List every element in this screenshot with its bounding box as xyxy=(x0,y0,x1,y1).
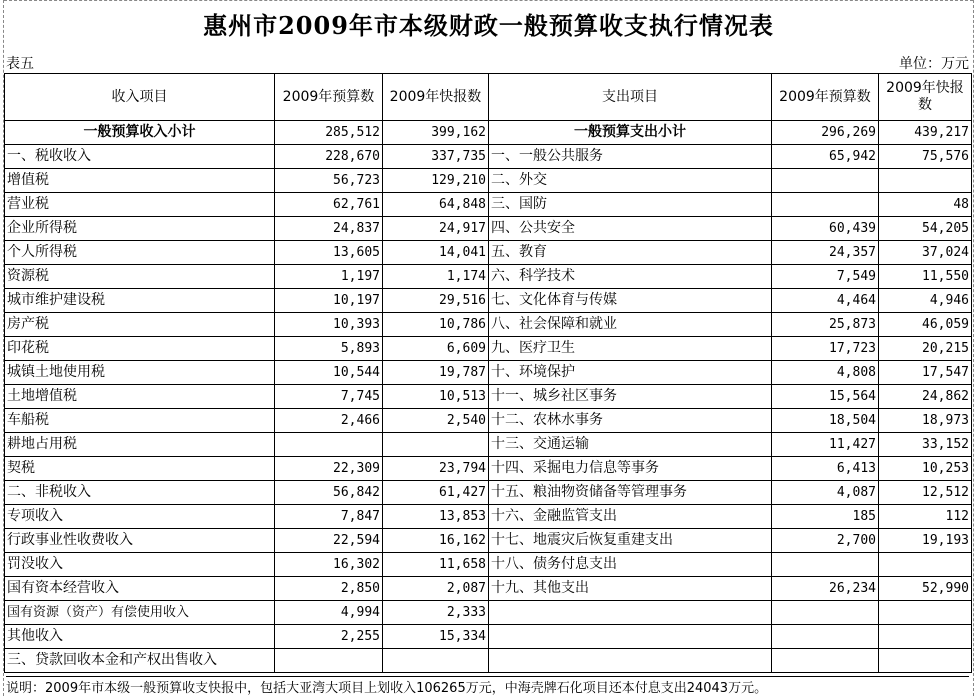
table-row xyxy=(5,193,972,217)
header-expense-actual[interactable]: 2009年快报数 xyxy=(879,74,972,121)
expense-actual-cell[interactable]: 11,550 xyxy=(879,265,972,289)
expense-item-cell[interactable]: 十九、其他支出 xyxy=(489,577,772,601)
expense-item-cell[interactable]: 十三、交通运输 xyxy=(489,433,772,457)
income-item-cell[interactable]: 一般预算收入小计 xyxy=(5,121,275,145)
expense-actual-cell[interactable] xyxy=(879,601,972,625)
income-budget-cell[interactable]: 228,670 xyxy=(275,145,383,169)
expense-budget-cell[interactable]: 24,357 xyxy=(772,241,879,265)
income-budget-cell[interactable]: 4,994 xyxy=(275,601,383,625)
expense-item-cell[interactable]: 十五、粮油物资储备等管理事务 xyxy=(489,481,772,505)
table-row xyxy=(5,217,972,241)
expense-actual-cell[interactable]: 19,193 xyxy=(879,529,972,553)
income-item-cell[interactable]: 土地增值税 xyxy=(5,385,275,409)
income-budget-cell[interactable] xyxy=(275,433,383,457)
income-actual-cell[interactable]: 23,794 xyxy=(383,457,489,481)
header-income-budget[interactable]: 2009年预算数 xyxy=(275,74,383,121)
income-budget-cell[interactable]: 2,255 xyxy=(275,625,383,649)
income-budget-cell[interactable]: 285,512 xyxy=(275,121,383,145)
table-row xyxy=(5,649,972,673)
income-item-cell[interactable]: 罚没收入 xyxy=(5,553,275,577)
table-row xyxy=(5,337,972,361)
table-row xyxy=(5,169,972,193)
income-item-cell[interactable]: 车船税 xyxy=(5,409,275,433)
income-budget-cell[interactable]: 2,850 xyxy=(275,577,383,601)
income-item-cell[interactable]: 城市维护建设税 xyxy=(5,289,275,313)
expense-budget-cell[interactable]: 4,087 xyxy=(772,481,879,505)
table-number: 表五 xyxy=(6,56,34,72)
expense-budget-cell[interactable]: 7,549 xyxy=(772,265,879,289)
income-actual-cell[interactable]: 13,853 xyxy=(383,505,489,529)
footnote[interactable]: 说明：2009年市本级一般预算收支快报中，包括大亚湾大项目上划收入106265万元，中海壳牌石化项目还本付息支出24043万元。 xyxy=(6,676,969,696)
income-budget-cell[interactable]: 56,842 xyxy=(275,481,383,505)
table-row xyxy=(5,265,972,289)
expense-actual-cell[interactable]: 33,152 xyxy=(879,433,972,457)
expense-actual-cell[interactable] xyxy=(879,625,972,649)
income-item-cell[interactable]: 营业税 xyxy=(5,193,275,217)
income-item-cell[interactable]: 个人所得税 xyxy=(5,241,275,265)
expense-actual-cell[interactable]: 75,576 xyxy=(879,145,972,169)
table-row xyxy=(5,385,972,409)
income-budget-cell[interactable]: 7,847 xyxy=(275,505,383,529)
expense-budget-cell[interactable]: 11,427 xyxy=(772,433,879,457)
expense-item-cell[interactable]: 八、社会保障和就业 xyxy=(489,313,772,337)
income-item-cell[interactable]: 契税 xyxy=(5,457,275,481)
expense-budget-cell[interactable]: 4,464 xyxy=(772,289,879,313)
page-title: 惠州市2009年市本级财政一般预算收支执行情况表 xyxy=(203,11,774,40)
expense-item-cell[interactable] xyxy=(489,649,772,673)
expense-budget-cell[interactable] xyxy=(772,193,879,217)
expense-budget-cell[interactable] xyxy=(772,169,879,193)
income-budget-cell[interactable]: 1,197 xyxy=(275,265,383,289)
income-actual-cell[interactable]: 399,162 xyxy=(383,121,489,145)
expense-actual-cell[interactable]: 24,862 xyxy=(879,385,972,409)
expense-item-cell[interactable]: 五、教育 xyxy=(489,241,772,265)
expense-item-cell[interactable]: 十七、地震灾后恢复重建支出 xyxy=(489,529,772,553)
income-actual-cell[interactable]: 6,609 xyxy=(383,337,489,361)
income-budget-cell[interactable]: 10,393 xyxy=(275,313,383,337)
header-expense-item[interactable]: 支出项目 xyxy=(489,74,772,121)
income-actual-cell[interactable]: 19,787 xyxy=(383,361,489,385)
header-row xyxy=(5,74,972,121)
income-actual-cell[interactable]: 129,210 xyxy=(383,169,489,193)
expense-actual-cell[interactable]: 17,547 xyxy=(879,361,972,385)
income-actual-cell[interactable]: 15,334 xyxy=(383,625,489,649)
income-actual-cell[interactable]: 14,041 xyxy=(383,241,489,265)
table-row xyxy=(5,553,972,577)
income-budget-cell[interactable]: 24,837 xyxy=(275,217,383,241)
income-budget-cell[interactable]: 16,302 xyxy=(275,553,383,577)
income-item-cell[interactable]: 耕地占用税 xyxy=(5,433,275,457)
expense-actual-cell[interactable] xyxy=(879,649,972,673)
expense-budget-cell[interactable]: 2,700 xyxy=(772,529,879,553)
expense-actual-cell[interactable]: 4,946 xyxy=(879,289,972,313)
table-row xyxy=(5,457,972,481)
expense-budget-cell[interactable] xyxy=(772,553,879,577)
expense-item-cell[interactable]: 七、文化体育与传媒 xyxy=(489,289,772,313)
income-item-cell[interactable]: 国有资源（资产）有偿使用收入 xyxy=(5,601,275,625)
expense-actual-cell[interactable]: 439,217 xyxy=(879,121,972,145)
expense-budget-cell[interactable]: 296,269 xyxy=(772,121,879,145)
table-row xyxy=(5,145,972,169)
income-budget-cell[interactable]: 7,745 xyxy=(275,385,383,409)
income-actual-cell[interactable]: 16,162 xyxy=(383,529,489,553)
expense-actual-cell[interactable]: 46,059 xyxy=(879,313,972,337)
table-row xyxy=(5,289,972,313)
income-item-cell[interactable]: 印花税 xyxy=(5,337,275,361)
income-budget-cell[interactable]: 10,197 xyxy=(275,289,383,313)
income-actual-cell[interactable]: 29,516 xyxy=(383,289,489,313)
expense-item-cell[interactable]: 一、一般公共服务 xyxy=(489,145,772,169)
table-row xyxy=(5,433,972,457)
table-row xyxy=(5,409,972,433)
expense-item-cell[interactable]: 二、外交 xyxy=(489,169,772,193)
income-actual-cell[interactable]: 10,513 xyxy=(383,385,489,409)
table-row xyxy=(5,505,972,529)
expense-actual-cell[interactable]: 10,253 xyxy=(879,457,972,481)
expense-budget-cell[interactable] xyxy=(772,625,879,649)
income-actual-cell[interactable]: 24,917 xyxy=(383,217,489,241)
income-item-cell[interactable]: 房产税 xyxy=(5,313,275,337)
expense-budget-cell[interactable]: 6,413 xyxy=(772,457,879,481)
expense-actual-cell[interactable]: 18,973 xyxy=(879,409,972,433)
expense-budget-cell[interactable]: 185 xyxy=(772,505,879,529)
expense-actual-cell[interactable]: 20,215 xyxy=(879,337,972,361)
page-break-line xyxy=(4,0,973,1)
income-budget-cell[interactable]: 62,761 xyxy=(275,193,383,217)
expense-actual-cell[interactable] xyxy=(879,553,972,577)
income-actual-cell[interactable]: 2,087 xyxy=(383,577,489,601)
income-actual-cell[interactable] xyxy=(383,649,489,673)
income-budget-cell[interactable]: 56,723 xyxy=(275,169,383,193)
table-row xyxy=(5,313,972,337)
expense-actual-cell[interactable]: 37,024 xyxy=(879,241,972,265)
expense-budget-cell[interactable]: 65,942 xyxy=(772,145,879,169)
expense-item-cell[interactable]: 十、环境保护 xyxy=(489,361,772,385)
expense-budget-cell[interactable]: 60,439 xyxy=(772,217,879,241)
spreadsheet-sheet xyxy=(3,0,974,696)
income-item-cell[interactable]: 城镇土地使用税 xyxy=(5,361,275,385)
income-item-cell[interactable]: 国有资本经营收入 xyxy=(5,577,275,601)
income-item-cell[interactable]: 三、贷款回收本金和产权出售收入 xyxy=(5,649,275,673)
expense-item-cell[interactable] xyxy=(489,601,772,625)
income-budget-cell[interactable]: 22,309 xyxy=(275,457,383,481)
expense-item-cell[interactable]: 四、公共安全 xyxy=(489,217,772,241)
expense-actual-cell[interactable]: 48 xyxy=(879,193,972,217)
table-row xyxy=(5,241,972,265)
income-item-cell[interactable]: 行政事业性收费收入 xyxy=(5,529,275,553)
expense-item-cell[interactable]: 十八、债务付息支出 xyxy=(489,553,772,577)
income-actual-cell[interactable]: 337,735 xyxy=(383,145,489,169)
income-item-cell[interactable]: 一、税收收入 xyxy=(5,145,275,169)
table-row xyxy=(5,481,972,505)
income-budget-cell[interactable]: 5,893 xyxy=(275,337,383,361)
income-item-cell[interactable]: 其他收入 xyxy=(5,625,275,649)
income-actual-cell[interactable]: 61,427 xyxy=(383,481,489,505)
header-expense-budget[interactable]: 2009年预算数 xyxy=(772,74,879,121)
expense-budget-cell[interactable]: 18,504 xyxy=(772,409,879,433)
expense-budget-cell[interactable]: 15,564 xyxy=(772,385,879,409)
table-row xyxy=(5,121,972,145)
expense-actual-cell[interactable]: 52,990 xyxy=(879,577,972,601)
income-actual-cell[interactable]: 2,333 xyxy=(383,601,489,625)
income-item-cell[interactable]: 增值税 xyxy=(5,169,275,193)
expense-budget-cell[interactable]: 4,808 xyxy=(772,361,879,385)
unit-label: 单位：万元 xyxy=(899,56,969,72)
table-row xyxy=(5,577,972,601)
expense-budget-cell[interactable] xyxy=(772,601,879,625)
income-budget-cell[interactable] xyxy=(275,649,383,673)
income-actual-cell[interactable] xyxy=(383,433,489,457)
expense-budget-cell[interactable]: 25,873 xyxy=(772,313,879,337)
expense-item-cell[interactable]: 一般预算支出小计 xyxy=(489,121,772,145)
income-actual-cell[interactable]: 10,786 xyxy=(383,313,489,337)
header-income-actual[interactable]: 2009年快报数 xyxy=(383,74,489,121)
expense-budget-cell[interactable] xyxy=(772,649,879,673)
income-budget-cell[interactable]: 10,544 xyxy=(275,361,383,385)
expense-item-cell[interactable]: 十六、金融监管支出 xyxy=(489,505,772,529)
expense-item-cell[interactable]: 三、国防 xyxy=(489,193,772,217)
expense-actual-cell[interactable] xyxy=(879,169,972,193)
budget-table xyxy=(4,73,972,673)
income-actual-cell[interactable]: 1,174 xyxy=(383,265,489,289)
income-item-cell[interactable]: 二、非税收入 xyxy=(5,481,275,505)
expense-item-cell[interactable]: 十一、城乡社区事务 xyxy=(489,385,772,409)
expense-budget-cell[interactable]: 17,723 xyxy=(772,337,879,361)
table-row xyxy=(5,529,972,553)
income-actual-cell[interactable]: 11,658 xyxy=(383,553,489,577)
table-row xyxy=(5,601,972,625)
expense-item-cell[interactable]: 十四、采掘电力信息等事务 xyxy=(489,457,772,481)
income-item-cell[interactable]: 资源税 xyxy=(5,265,275,289)
table-row xyxy=(5,625,972,649)
income-budget-cell[interactable]: 2,466 xyxy=(275,409,383,433)
expense-actual-cell[interactable]: 54,205 xyxy=(879,217,972,241)
expense-budget-cell[interactable]: 26,234 xyxy=(772,577,879,601)
table-row xyxy=(5,361,972,385)
income-item-cell[interactable]: 企业所得税 xyxy=(5,217,275,241)
expense-item-cell[interactable]: 九、医疗卫生 xyxy=(489,337,772,361)
income-budget-cell[interactable]: 13,605 xyxy=(275,241,383,265)
expense-item-cell[interactable] xyxy=(489,625,772,649)
income-actual-cell[interactable]: 2,540 xyxy=(383,409,489,433)
income-item-cell[interactable]: 专项收入 xyxy=(5,505,275,529)
expense-actual-cell[interactable]: 112 xyxy=(879,505,972,529)
expense-item-cell[interactable]: 十二、农林水事务 xyxy=(489,409,772,433)
expense-item-cell[interactable]: 六、科学技术 xyxy=(489,265,772,289)
header-income-item[interactable]: 收入项目 xyxy=(5,74,275,121)
expense-actual-cell[interactable]: 12,512 xyxy=(879,481,972,505)
income-budget-cell[interactable]: 22,594 xyxy=(275,529,383,553)
income-actual-cell[interactable]: 64,848 xyxy=(383,193,489,217)
